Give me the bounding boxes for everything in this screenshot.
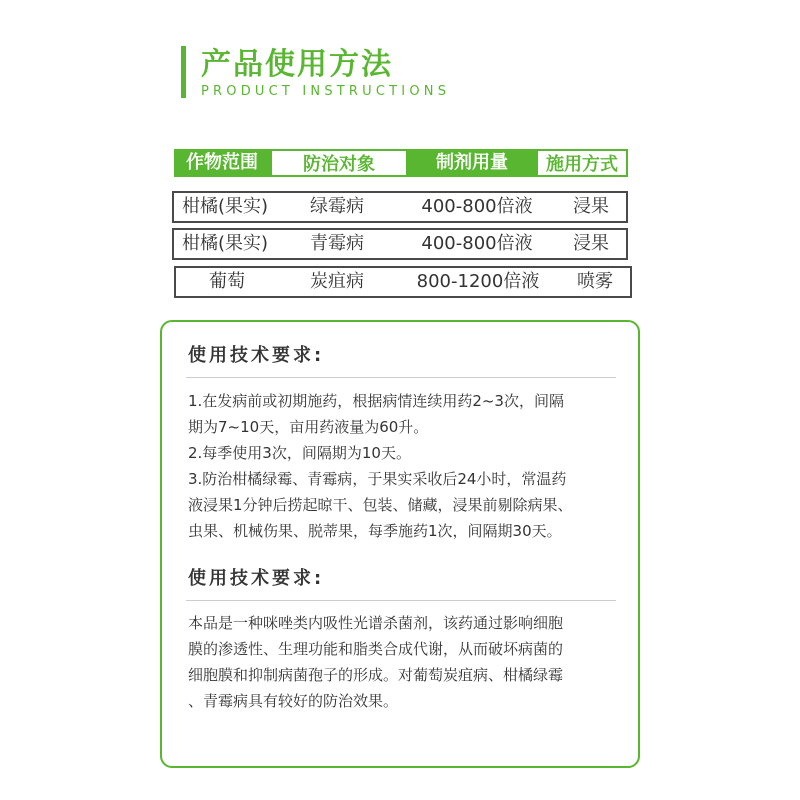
cell-target: 炭疽病: [310, 271, 364, 292]
cell-crop: 柑橘(果实): [181, 233, 269, 254]
text-line: 液浸果1分钟后捞起晾干、包装、储藏，浸果前剔除病果、: [188, 496, 573, 514]
table-header-method: 施用方式: [536, 149, 628, 177]
cell-crop: 柑橘(果实): [181, 196, 269, 217]
section-body: [188, 388, 638, 544]
cell-target: 青霉病: [310, 233, 364, 254]
text-line: 膜的渗透性、生理功能和脂类合成代谢，从而破坏病菌的: [188, 640, 564, 658]
cell-dosage: 400-800倍液: [421, 196, 533, 217]
table-row: [172, 228, 628, 260]
section-body: [188, 610, 638, 714]
table-row: [174, 266, 632, 298]
title-accent-bar: [181, 46, 186, 98]
cell-method: 浸果: [573, 233, 609, 254]
table-header-dosage: 制剂用量: [408, 149, 536, 177]
cell-crop: 葡萄: [209, 271, 245, 292]
text-line: 细胞膜和抑制病菌孢子的形成。对葡萄炭疽病、柑橘绿霉: [188, 666, 564, 684]
table-header-target: 防治对象: [270, 149, 408, 177]
table-row: [172, 191, 628, 223]
cell-method: 喷雾: [577, 271, 613, 292]
page-title: 产品使用方法: [201, 47, 393, 82]
text-line: 2.每季使用3次，间隔期为10天。: [188, 444, 411, 462]
cell-dosage: 800-1200倍液: [416, 271, 540, 292]
divider: [186, 600, 616, 601]
page-subtitle: PRODUCT INSTRUCTIONS: [201, 84, 451, 99]
section-title: 使用技术要求:: [188, 568, 325, 589]
text-line: 本品是一种咪唑类内吸性光谱杀菌剂，该药通过影响细胞: [188, 614, 564, 632]
text-line: 期为7~10天，亩用药液量为60升。: [188, 418, 429, 436]
cell-method: 浸果: [573, 196, 609, 217]
text-line: 、青霉病具有较好的防治效果。: [188, 692, 399, 710]
divider: [186, 377, 616, 378]
cell-dosage: 400-800倍液: [421, 233, 533, 254]
section-title: 使用技术要求:: [188, 345, 325, 366]
cell-target: 绿霉病: [310, 196, 364, 217]
text-line: 虫果、机械伤果、脱蒂果，每季施药1次，间隔期30天。: [188, 522, 562, 540]
table-header-crop: 作物范围: [174, 149, 270, 177]
text-line: 3.防治柑橘绿霉、青霉病，于果实采收后24小时，常温药: [188, 470, 567, 488]
text-line: 1.在发病前或初期施药，根据病情连续用药2~3次，间隔: [188, 392, 564, 410]
